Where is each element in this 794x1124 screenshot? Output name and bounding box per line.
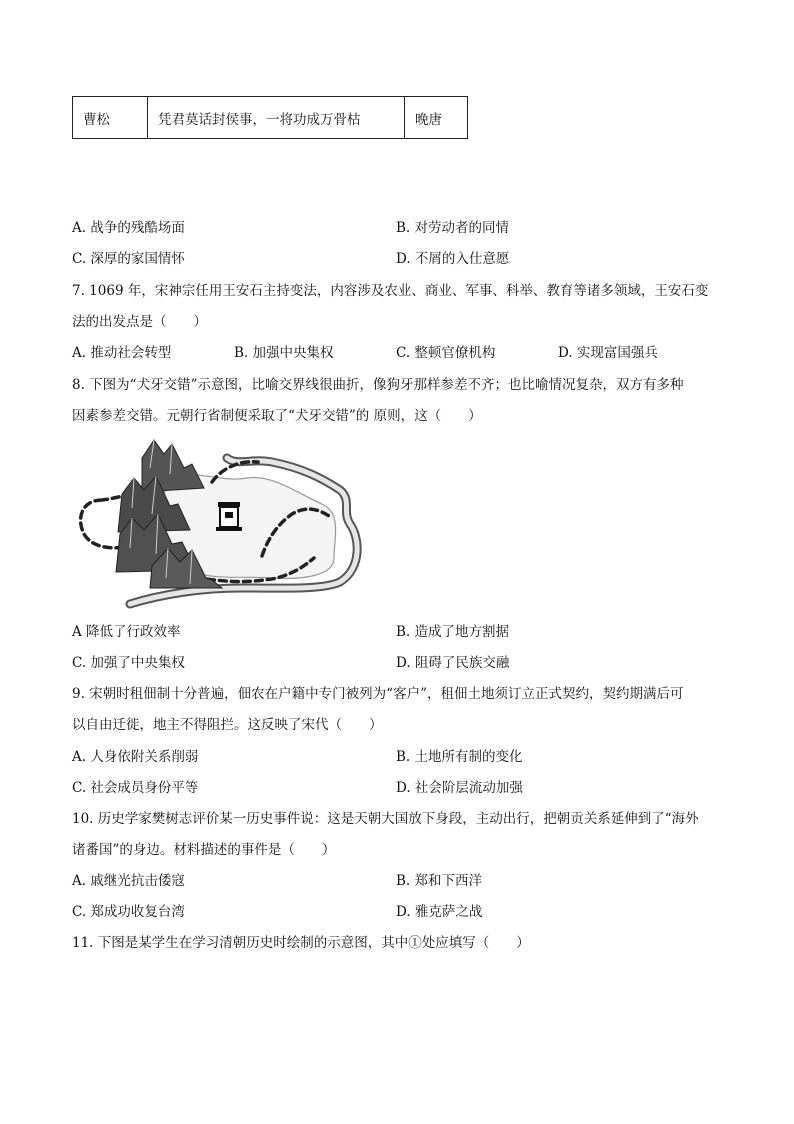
q10-option-a[interactable]: A. 戚继光抗击倭寇 <box>72 873 185 889</box>
q10-option-c[interactable]: C. 郑成功收复台湾 <box>72 904 185 920</box>
q9-option-b[interactable]: B. 土地所有制的变化 <box>396 749 523 765</box>
q8-option-b[interactable]: B. 造成了地方割据 <box>396 624 510 640</box>
q10-option-d[interactable]: D. 雅克萨之战 <box>396 904 483 920</box>
q10-stem-line2: 诸番国”的身边。材料描述的事件是（ ） <box>72 842 336 858</box>
q6-option-d[interactable]: D. 不屑的入仕意愿 <box>396 251 510 267</box>
q7-stem-line2: 法的出发点是（ ） <box>72 314 207 330</box>
q8-stem-line2: 因素参差交错。元朝行省制便采取了“犬牙交错”的 原则，这（ ） <box>72 408 482 424</box>
q6-option-b[interactable]: B. 对劳动者的同情 <box>396 220 510 236</box>
q9-stem-line1: 9. 宋朝时租佃制十分普遍，佃农在户籍中专门被列为“客户”，租佃土地须订立正式契约，契约期满后可 <box>72 686 684 702</box>
q6-option-c[interactable]: C. 深厚的家国情怀 <box>72 251 185 267</box>
q7-option-c[interactable]: C. 整顿官僚机构 <box>396 345 496 361</box>
q7-stem-line1: 7. 1069 年，宋神宗任用王安石主持变法，内容涉及农业、商业、军事、科举、教育等诸多领域，王安石变 <box>72 283 709 299</box>
table-row <box>73 97 468 139</box>
q10-stem-line1: 10. 历史学家樊树志评价某一历史事件说：这是天朝大国放下身段，主动出行，把朝贡关系延伸到了“海外 <box>72 811 699 827</box>
q8-option-d[interactable]: D. 阻碍了民族交融 <box>396 655 510 671</box>
q9-option-a[interactable]: A. 人身依附关系削弱 <box>72 749 199 765</box>
q8-option-c[interactable]: C. 加强了中央集权 <box>72 655 185 671</box>
q9-option-c[interactable]: C. 社会成员身份平等 <box>72 780 199 796</box>
q9-stem-line2: 以自由迁徙，地主不得阻拦。这反映了宋代（ ） <box>72 717 383 733</box>
dog-tooth-diagram <box>72 438 372 610</box>
q7-option-d[interactable]: D. 实现富国强兵 <box>558 345 658 361</box>
poem-cell: 凭君莫话封侯事，一将功成万骨枯 <box>148 97 405 139</box>
q9-option-d[interactable]: D. 社会阶层流动加强 <box>396 780 523 796</box>
q10-option-b[interactable]: B. 郑和下西洋 <box>396 873 483 889</box>
q11-stem-line1: 11. 下图是某学生在学习清朝历史时绘制的示意图，其中①处应填写（ ） <box>72 935 530 951</box>
q7-option-b[interactable]: B. 加强中央集权 <box>234 345 334 361</box>
author-cell: 曹松 <box>73 97 148 139</box>
era-cell: 晚唐 <box>405 97 468 139</box>
poem-table <box>72 96 468 139</box>
q8-option-a[interactable]: A 降低了行政效率 <box>72 624 181 640</box>
building-icon <box>216 502 242 531</box>
q6-option-a[interactable]: A. 战争的残酷场面 <box>72 220 185 236</box>
q8-stem-line1: 8. 下图为“犬牙交错”示意图，比喻交界线很曲折，像狗牙那样参差不齐；也比喻情况复杂，双方有多种 <box>72 377 684 393</box>
q7-option-a[interactable]: A. 推动社会转型 <box>72 345 172 361</box>
